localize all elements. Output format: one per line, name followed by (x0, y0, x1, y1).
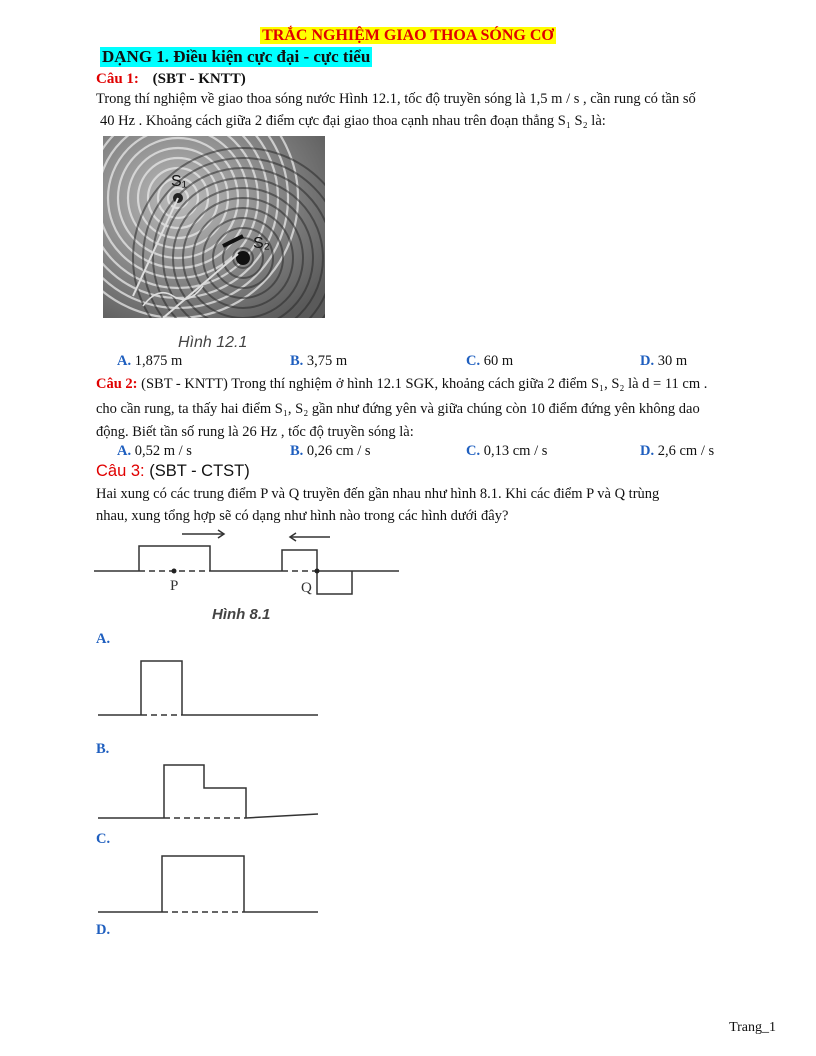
q2-label: Câu 2: (96, 376, 138, 392)
interference-photo (103, 136, 325, 318)
q3-option-c[interactable]: C. (96, 831, 111, 847)
q1-heading (96, 71, 246, 88)
q3-option-d[interactable]: D. (96, 922, 111, 938)
q1-option-b[interactable]: B. 3,75 m (290, 353, 348, 369)
q1-text-line1: Trong thí nghiệm về giao thoa sóng nước Hình 12.1, tốc độ truyền sóng là 1,5 m / s , cần rung có tần số (96, 91, 696, 107)
s2-label: S₂ (253, 235, 270, 252)
point-p-label: P (170, 578, 179, 594)
q2-text-line3: động. Biết tần số rung là 26 Hz , tốc độ truyền sóng là: (96, 424, 414, 440)
q2-option-b[interactable]: B. 0,26 cm / s (290, 443, 371, 459)
section-heading: DẠNG 1. Điều kiện cực đại - cực tiểu (102, 47, 371, 66)
fig-8-1-caption: Hình 8.1 (212, 606, 271, 623)
q3-option-b[interactable]: B. (96, 741, 110, 757)
fig-12-1-caption: Hình 12.1 (178, 334, 248, 351)
q3-heading (96, 462, 250, 481)
q3-source: (SBT - CTST) (149, 462, 250, 480)
s1-label: S₁ (171, 173, 188, 190)
page-title: TRẮC NGHIỆM GIAO THOA SÓNG CƠ (262, 27, 554, 44)
q1-label: Câu 1: (96, 71, 139, 87)
q2-text-line1: Câu 2: (SBT - KNTT) Trong thí nghiệm ở hình 12.1 SGK, khoảng cách giữa 2 điểm S₁, S₂ là d = 11 cm . (96, 376, 708, 392)
q2-option-d[interactable]: D. 2,6 cm / s (640, 443, 715, 459)
page-number: Trang_1 (729, 1020, 776, 1035)
q1-option-a[interactable]: A. 1,875 m (117, 353, 183, 369)
q3-option-c-figure (96, 852, 321, 922)
figure-8-1 (94, 528, 404, 608)
q2-option-a[interactable]: A. 0,52 m / s (117, 443, 192, 459)
q1-option-c[interactable]: C. 60 m (466, 353, 514, 369)
q3-text-line1: Hai xung có các trung điểm P và Q truyền đến gần nhau như hình 8.1. Khi các điểm P và Q trùng (96, 486, 660, 502)
point-q-label: Q (301, 580, 312, 596)
q3-option-a-figure (96, 655, 321, 725)
q3-option-b-figure (96, 760, 321, 830)
q2-option-c[interactable]: C. 0,13 cm / s (466, 443, 548, 459)
q1-option-d[interactable]: D. 30 m (640, 353, 688, 369)
q3-text-line2: nhau, xung tổng hợp sẽ có dạng như hình nào trong các hình dưới đây? (96, 508, 509, 524)
q2-text-line2: cho cần rung, ta thấy hai điểm S₁, S₂ gần như đứng yên và giữa chúng còn 10 điểm đứng yên không dao (96, 401, 700, 417)
q3-label: Câu 3: (96, 462, 145, 480)
q1-source: (SBT - KNTT) (152, 71, 246, 87)
q1-text-line2: 40 Hz . Khoảng cách giữa 2 điểm cực đại giao thoa cạnh nhau trên đoạn thẳng S₁ S₂ là: (100, 113, 606, 129)
q3-option-a[interactable]: A. (96, 631, 111, 647)
